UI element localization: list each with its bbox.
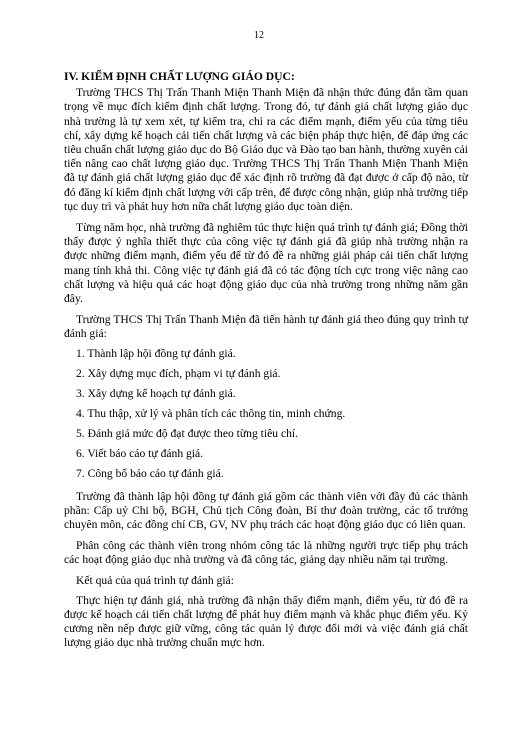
- list-item: 5. Đánh giá mức độ đạt được theo từng tiêu chí.: [76, 426, 299, 440]
- paragraph-intro-3: Trường THCS Thị Trấn Thanh Miện đã tiến hành tự đánh giá theo đúng quy trình tự đánh giá:: [64, 313, 468, 341]
- page-content: [64, 70, 468, 651]
- list-item: 7. Công bố báo cáo tự đánh giá.: [76, 466, 224, 480]
- paragraph-results: Thực hiện tự đánh giá, nhà trường đã nhận thấy điểm mạnh, điểm yếu, từ đó đề ra được kế hoạch cải tiến chất lượng để phát huy điểm mạnh và khắc phục điểm yếu. Kỷ cương nền nếp được giữ vững, công tác quản lý được đổi mới và việc đánh giá chất lượng giáo dục nhà trường chuẩn mực hơn.: [64, 593, 468, 650]
- list-item: 4. Thu thập, xử lý và phân tích các thông tin, minh chứng.: [76, 406, 346, 420]
- paragraph-results-label: Kết quả của quá trình tự đánh giá:: [76, 573, 234, 587]
- process-steps-list: [64, 347, 468, 487]
- paragraph-assignment: Phân công các thành viên trong nhóm công tác là những người trực tiếp phụ trách các hoạt động giáo dục nhà trường và đã công tác, giảng dạy nhiều năm tại trường.: [64, 539, 468, 567]
- list-item: 2. Xây dựng mục đích, phạm vi tự đánh giá.: [76, 366, 281, 380]
- paragraph-intro-1: Trường THCS Thị Trấn Thanh Miện Thanh Miện đã nhận thức đúng đắn tầm quan trọng về mục đích kiểm định chất lượng. Trong đó, tự đánh giá chất lượng giáo dục nhà trường là tự xem xét, tự kiểm tra, chỉ ra các điểm mạnh, điểm yếu của từng tiêu chí, xây dựng kế hoạch cải tiến chất lượng và các biện pháp thực hiện, để đáp ứng các tiêu chuẩn chất lượng giáo dục do Bộ Giáo dục và Đào tạo ban hành, thường xuyên cải tiến nâng cao chất lượng giáo dục. Trường THCS Thị Trấn Thanh Miện Thanh Miện đã tự đánh giá chất lượng giáo dục để xác định rõ trường đã đạt được ở cấp độ nào, từ đó đăng kí kiểm định chất lượng với cấp trên, để được công nhận, giúp nhà trường tiếp tục duy trì và phát huy hơn nữa chất lượng giáo dục toàn diện.: [64, 86, 468, 213]
- section-heading: IV. KIỂM ĐỊNH CHẤT LƯỢNG GIÁO DỤC:: [64, 70, 295, 83]
- list-item: 6. Viết báo cáo tự đánh giá.: [76, 446, 204, 460]
- paragraph-intro-2: Từng năm học, nhà trường đã nghiêm túc thực hiện quá trình tự đánh giá; Đồng thời thấy được ý nghĩa thiết thực của công việc tự đánh giá đã giúp nhà trường nhận ra được những điểm mạnh, điểm yếu để từ đó đề ra những giải pháp cải tiến chất lượng mang tính khả thi. Công việc tự đánh giá đã có tác động tích cực trong việc nâng cao chất lượng và hiệu quả các hoạt động giáo dục của nhà trường trong những năm gần đây.: [64, 221, 468, 306]
- list-item: 3. Xây dựng kế hoạch tự đánh giá.: [76, 386, 236, 400]
- page-number: 12: [254, 30, 264, 41]
- paragraph-council: Trường đã thành lập hội đồng tự đánh giá gồm các thành viên với đầy đủ các thành phần: Cấp uỷ Chi bộ, BGH, Chủ tịch Công đoàn, Bí thư đoàn trường, các tổ trưởng chuyên môn, các đồng chí CB, GV, NV phụ trách các hoạt động giáo dục có liên quan.: [64, 489, 468, 532]
- list-item: 1. Thành lập hội đồng tự đánh giá.: [76, 346, 236, 360]
